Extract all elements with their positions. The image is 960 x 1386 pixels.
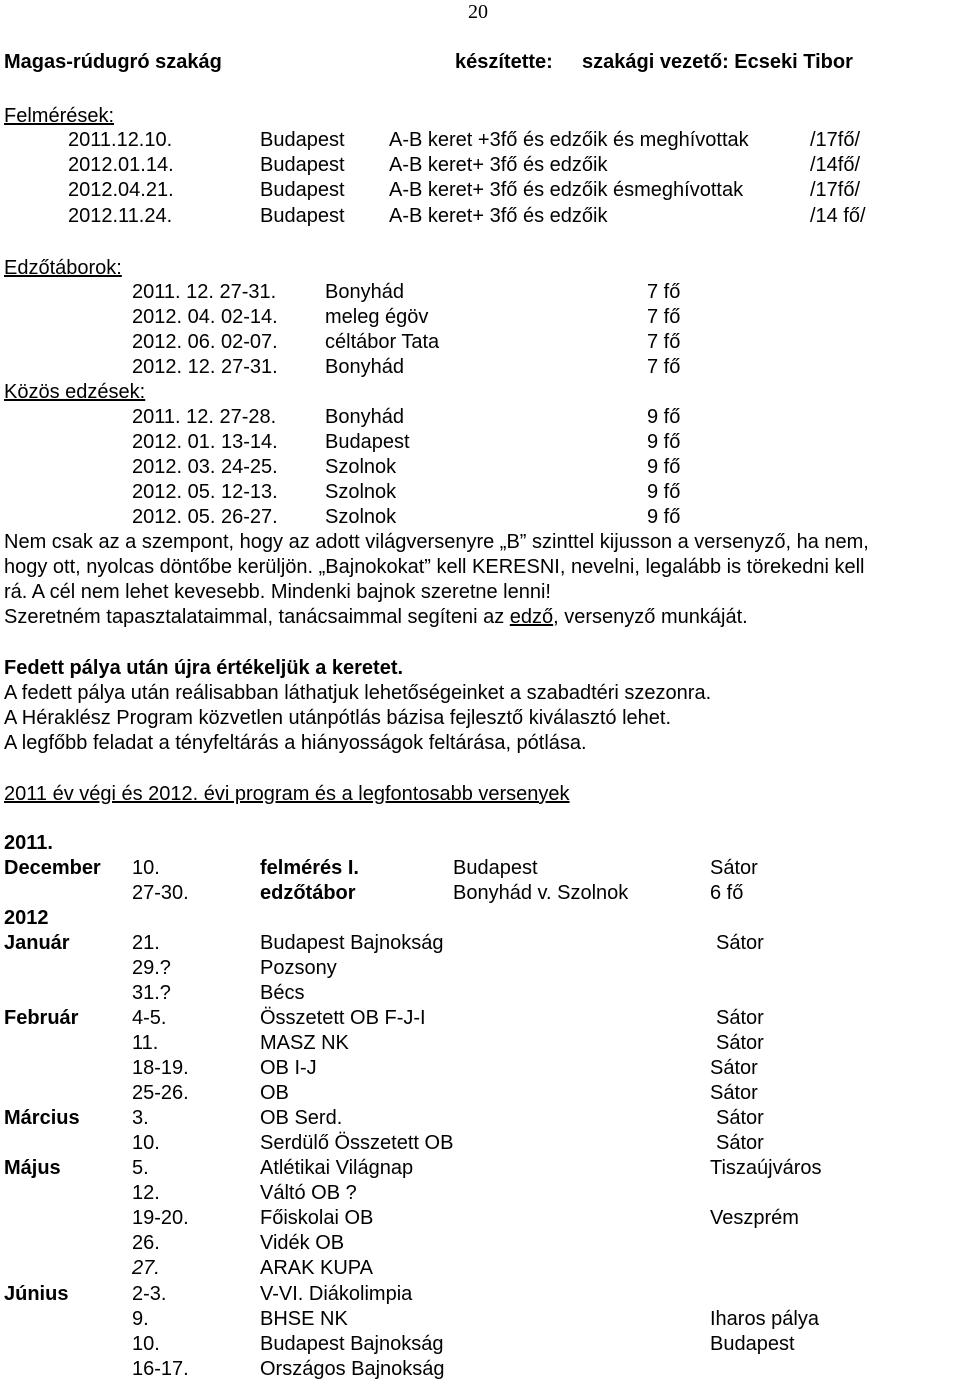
month-label: Március: [4, 1107, 80, 1129]
month-label: December: [4, 857, 101, 879]
survey-desc: A-B keret +3fő és edzőik és meghívottak: [389, 129, 749, 151]
event-date: 16-17.: [132, 1358, 189, 1380]
survey-desc: A-B keret+ 3fő és edzőik ésmeghívottak: [389, 179, 744, 201]
surveys-heading: Felmérések:: [4, 105, 115, 127]
para1-line4-pre: Szeretném tapasztalataimmal, tanácsaimmal segíteni az: [4, 606, 510, 628]
joint-place: Bonyhád: [325, 406, 404, 428]
page-number: 20: [468, 1, 488, 23]
event-date: 21.: [132, 932, 160, 954]
camp-date: 2012. 06. 02-07.: [132, 331, 278, 353]
event-name: ARAK KUPA: [260, 1257, 373, 1279]
event-date: 9.: [132, 1308, 149, 1330]
event-date: 25-26.: [132, 1082, 189, 1104]
para1-line1: Nem csak az a szempont, hogy az adott világversenyre „B” szinttel kijusson a versenyző, ha nem,: [4, 531, 869, 553]
para2-line3: A legfőbb feladat a tényfeltárás a hiányosságok feltárása, pótlása.: [4, 732, 587, 754]
coach-link[interactable]: edző: [509, 606, 554, 628]
survey-date: 2012.04.21.: [68, 179, 174, 201]
joint-date: 2011. 12. 27-28.: [132, 406, 277, 428]
joint-date: 2012. 05. 12-13.: [132, 481, 278, 503]
month-label: Február: [4, 1007, 79, 1029]
event-name: Pozsony: [260, 957, 337, 979]
survey-place: Budapest: [260, 205, 345, 227]
event-name: Atlétikai Világnap: [260, 1157, 414, 1179]
event-venue: Sátor: [716, 1032, 764, 1054]
event-venue: Budapest: [710, 1333, 795, 1355]
camps-heading: Edzőtáborok:: [4, 257, 122, 279]
event-name: OB Serd.: [260, 1107, 343, 1129]
event-date: 10.: [132, 1132, 160, 1154]
program-heading: 2011 év végi és 2012. évi program és a legfontosabb versenyek: [4, 783, 570, 805]
camp-count: 7 fő: [647, 281, 681, 303]
page-title: Magas-rúdugró szakág: [4, 51, 222, 73]
event-venue: Iharos pálya: [710, 1308, 819, 1330]
month-label: Május: [4, 1157, 61, 1179]
camp-date: 2011. 12. 27-31.: [132, 281, 277, 303]
event-name: Főiskolai OB: [260, 1207, 374, 1229]
survey-date: 2011.12.10.: [68, 129, 173, 151]
joint-place: Szolnok: [325, 456, 397, 478]
event-venue: Sátor: [716, 932, 764, 954]
event-venue: Sátor: [716, 1007, 764, 1029]
joint-count: 9 fő: [647, 506, 681, 528]
camp-date: 2012. 04. 02-14.: [132, 306, 278, 328]
year-2012: 2012: [4, 907, 49, 929]
joint-place: Szolnok: [325, 481, 397, 503]
para1-line3: rá. A cél nem lehet kevesebb. Mindenki bajnok szeretne lenni!: [4, 581, 551, 603]
event-venue: 6 fő: [710, 882, 744, 904]
joint-count: 9 fő: [647, 431, 681, 453]
joint-count: 9 fő: [647, 481, 681, 503]
survey-date: 2012.11.24.: [68, 205, 173, 227]
event-name: Bécs: [260, 982, 305, 1004]
event-name: V-VI. Diákolimpia: [260, 1283, 413, 1305]
para1-line4-post: , versenyző munkáját.: [553, 606, 748, 628]
event-date: 11.: [132, 1032, 159, 1054]
event-date: 26.: [132, 1232, 160, 1254]
event-venue: Sátor: [716, 1107, 764, 1129]
para2-line2: A Héraklész Program közvetlen utánpótlás bázisa fejlesztő kiválasztó lehet.: [4, 707, 672, 729]
para2-line1: A fedett pálya után reálisabban láthatjuk lehetőségeinket a szabadtéri szezonra.: [4, 682, 712, 704]
event-date: 4-5.: [132, 1007, 167, 1029]
event-venue: Tiszaújváros: [710, 1157, 822, 1179]
event-name: OB I-J: [260, 1057, 317, 1079]
joint-count: 9 fő: [647, 456, 681, 478]
survey-desc: A-B keret+ 3fő és edzőik: [389, 205, 608, 227]
month-label: Június: [4, 1283, 69, 1305]
survey-count: /14 fő/: [810, 205, 866, 227]
camp-count: 7 fő: [647, 356, 681, 378]
event-name: felmérés I.: [260, 857, 359, 879]
event-place: Bonyhád v. Szolnok: [453, 882, 629, 904]
para1-line4: [4, 605, 748, 629]
joint-count: 9 fő: [647, 406, 681, 428]
event-name: Budapest Bajnokság: [260, 932, 444, 954]
event-date: 12.: [132, 1182, 160, 1204]
year-2011: 2011.: [4, 832, 53, 854]
event-name: Budapest Bajnokság: [260, 1333, 444, 1355]
event-date: 18-19.: [132, 1057, 189, 1079]
survey-place: Budapest: [260, 129, 345, 151]
joint-place: Budapest: [325, 431, 410, 453]
event-name: edzőtábor: [260, 882, 356, 904]
event-name: MASZ NK: [260, 1032, 349, 1054]
event-date: 2-3.: [132, 1283, 167, 1305]
event-venue: Sátor: [710, 1057, 758, 1079]
camp-count: 7 fő: [647, 331, 681, 353]
event-date: 5.: [132, 1157, 149, 1179]
joint-date: 2012. 05. 26-27.: [132, 506, 278, 528]
survey-count: /14fő/: [810, 154, 861, 176]
month-label: Január: [4, 932, 70, 954]
camp-place: meleg égöv: [325, 306, 429, 328]
event-date: 3.: [132, 1107, 149, 1129]
event-date: 29.?: [132, 957, 171, 979]
event-venue: Sátor: [710, 1082, 758, 1104]
event-name: Összetett OB F-J-I: [260, 1007, 426, 1029]
event-name: Serdülő Összetett OB: [260, 1132, 454, 1154]
event-date: 27.: [132, 1257, 160, 1279]
joint-date: 2012. 01. 13-14.: [132, 431, 278, 453]
para2-bold-line: Fedett pálya után újra értékeljük a keretet.: [4, 657, 404, 679]
event-venue: Sátor: [716, 1132, 764, 1154]
survey-count: /17fő/: [810, 129, 861, 151]
survey-count: /17fő/: [810, 179, 861, 201]
joint-date: 2012. 03. 24-25.: [132, 456, 278, 478]
event-name: OB: [260, 1082, 289, 1104]
author-label: készítette:: [455, 51, 553, 73]
event-name: Váltó OB ?: [260, 1182, 357, 1204]
event-name: Országos Bajnokság: [260, 1358, 445, 1380]
author-value: szakági vezető: Ecseki Tibor: [582, 51, 853, 73]
event-date: 10.: [132, 1333, 160, 1355]
event-date: 31.?: [132, 982, 171, 1004]
survey-place: Budapest: [260, 154, 345, 176]
event-venue: Sátor: [710, 857, 758, 879]
survey-desc: A-B keret+ 3fő és edzőik: [389, 154, 608, 176]
event-name: Vidék OB: [260, 1232, 345, 1254]
camp-place: céltábor Tata: [325, 331, 440, 353]
event-date: 27-30.: [132, 882, 189, 904]
event-place: Budapest: [453, 857, 538, 879]
survey-date: 2012.01.14.: [68, 154, 174, 176]
event-date: 19-20.: [132, 1207, 189, 1229]
camp-date: 2012. 12. 27-31.: [132, 356, 278, 378]
survey-place: Budapest: [260, 179, 345, 201]
joint-heading: Közös edzések:: [4, 381, 146, 403]
camp-count: 7 fő: [647, 306, 681, 328]
joint-place: Szolnok: [325, 506, 397, 528]
event-name: BHSE NK: [260, 1308, 348, 1330]
camp-place: Bonyhád: [325, 281, 404, 303]
camp-place: Bonyhád: [325, 356, 404, 378]
event-venue: Veszprém: [710, 1207, 799, 1229]
para1-line2: hogy ott, nyolcas döntőbe kerüljön. „Bajnokokat” kell KERESNI, nevelni, legalább is törekedni kell: [4, 556, 865, 578]
event-date: 10.: [132, 857, 160, 879]
